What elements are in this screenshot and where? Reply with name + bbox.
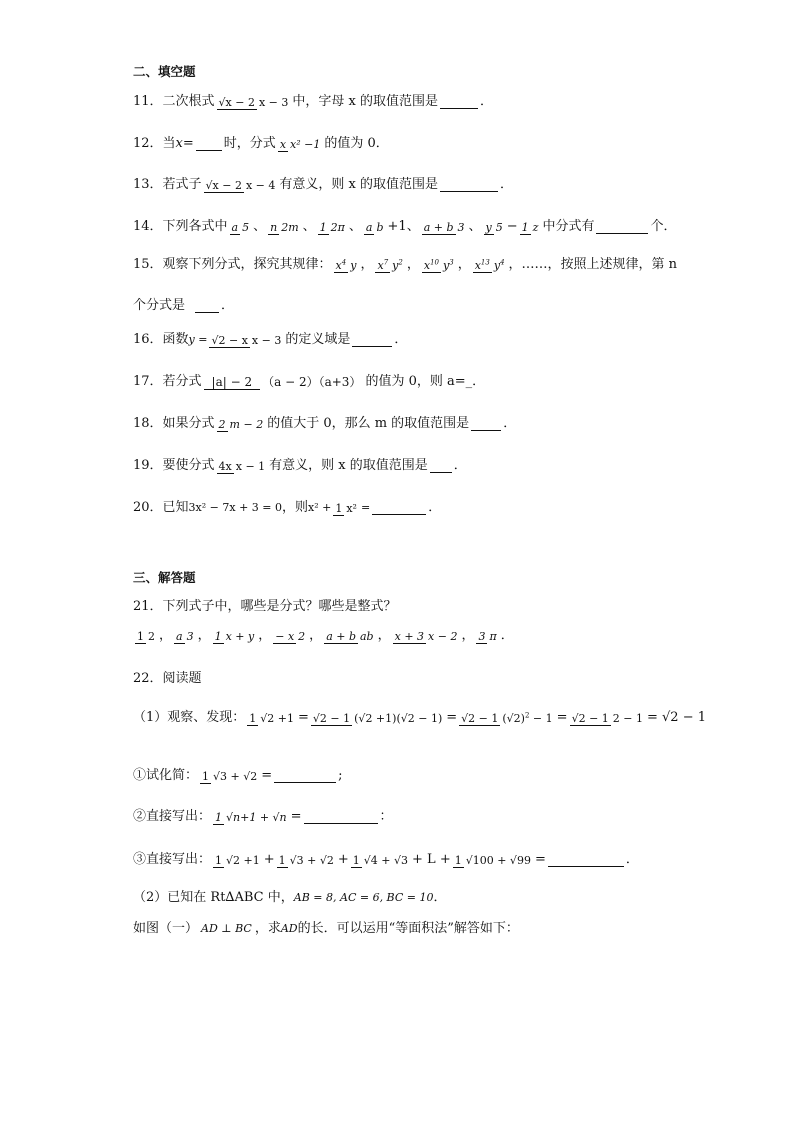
q16-lhs: y =	[188, 333, 208, 346]
answer-blank[interactable]	[196, 138, 222, 151]
q13-fraction: √x − 2 x − 4	[205, 178, 276, 192]
question-16: 16．函数 y = √2 − x x − 3 的定义域是 ．	[133, 332, 408, 347]
q12-suffix: 的值为 0．	[324, 136, 389, 151]
q21-items: 1 2 ， a 3 ， 1 x + y ， − x 2 ， a + b ab ， x + 3 x − 2 ， 3 π ．	[137, 628, 514, 643]
q21-title: 21．下列式子中，哪些是分式？哪些是整式？	[133, 599, 397, 614]
answer-blank[interactable]	[596, 221, 648, 234]
q22-step1: ①试化简： 1 √3 + √2 = ;	[133, 768, 343, 783]
answer-blank[interactable]	[274, 770, 336, 783]
q17-fraction: |a| − 2 （a − 2）（a+3）	[204, 376, 364, 389]
q14-item: n 2m	[270, 220, 299, 234]
q22-s1-fraction: 1 √3 + √2	[202, 769, 258, 783]
q21-item: a + b ab	[326, 629, 374, 643]
q14-item: a b	[365, 220, 384, 234]
q22-s3-label: ③直接写出：	[133, 852, 212, 867]
q21-item: a 3	[176, 629, 194, 643]
q22-part2: （2）已知在 Rt∆ABC 中， AB = 8, AC = 6, BC = 10 ．	[133, 890, 447, 905]
question-20: 20．已知 3x² − 7x + 3 = 0 ，则 x² + 1 x² = ．	[133, 500, 442, 515]
q15-item: $x^{10}$ $y^3$	[423, 257, 454, 272]
q11-suffix: 中，字母 x 的取值范围是	[292, 94, 438, 109]
q22-p3-ad: AD	[280, 922, 298, 935]
q18-fraction: 2 m − 2	[218, 417, 264, 431]
q22-p3-post: 的长．可以运用“等面积法”解答如下：	[297, 921, 519, 936]
q22-title: 22．阅读题	[133, 671, 202, 686]
question-17	[133, 374, 485, 390]
q16-fraction: √2 − x x − 3	[211, 333, 282, 347]
q14-item: a + b 3	[423, 220, 465, 234]
q14-prefix: 14．下列各式中	[133, 219, 228, 234]
question-11: 11．二次根式 √x − 2 x − 3 中，字母 x 的取值范围是 ．	[133, 94, 494, 109]
question-19: 19．要使分式 4x x − 1 有意义，则 x 的取值范围是 ．	[133, 458, 467, 473]
q14-item: 1 2π	[319, 220, 345, 234]
q22-p2-label: （2）已知在 Rt∆ABC 中，	[133, 890, 294, 905]
q22-s2-label: ②直接写出：	[133, 809, 212, 824]
q18-suffix: 的值大于 0，那么 m 的取值范围是	[267, 416, 470, 431]
q20-equation: 3x² − 7x + 3 = 0	[188, 501, 282, 514]
q22-s3-term: 1 √2 +1	[215, 853, 260, 867]
q22-p3-mid: ，求	[254, 921, 281, 936]
q15-item: $x^4$ y	[335, 257, 357, 272]
q21-item: 1 x + y	[214, 629, 255, 643]
q14-item: 1 z	[521, 220, 539, 234]
q12-fraction: x x² −1	[279, 137, 321, 151]
q20-eq: =	[360, 501, 371, 514]
question-18: 18．如果分式 2 m − 2 的值大于 0，那么 m 的取值范围是 ．	[133, 416, 517, 431]
question-13: 13．若式子 √x − 2 x − 4 有意义，则 x 的取值范围是 ．	[133, 177, 514, 192]
q22-s1-label: ①试化简：	[133, 768, 199, 783]
q22-p1-label: （1）观察、发现：	[133, 710, 246, 725]
question-22	[133, 671, 202, 687]
q22-step2: ②直接写出： 1 √n+1 + √n = ：	[133, 809, 393, 824]
q22-part3	[133, 921, 519, 937]
q16-suffix: 的定义域是	[285, 332, 351, 347]
q14-item: a 5	[231, 220, 250, 234]
question-14: 14．下列各式中 a 5 、 n 2m 、 1 2π 、 a b +1、 a + b 3 、 y 5 − 1 z 中分式有 个．	[133, 219, 677, 234]
q22-s3-term: 1 √3 + √2	[278, 853, 334, 867]
q22-chain-term: √2 − 1 (√2 +1)(√2 − 1)	[312, 711, 443, 725]
q15-line2: 个分式是	[133, 298, 186, 313]
q15-item: $x^{13}$ $y^4$	[474, 257, 505, 272]
q12-eq: =	[182, 136, 194, 151]
q20-expr: x² +	[308, 501, 332, 514]
section-title-fill	[133, 64, 196, 80]
section-label: 三、解答题	[133, 570, 196, 585]
q13-suffix: 有意义，则 x 的取值范围是	[279, 177, 438, 192]
question-15-line2: 个分式是 ．	[133, 298, 235, 313]
q22-chain-term: √2 − 1 2 − 1	[571, 711, 643, 725]
answer-blank[interactable]	[352, 334, 392, 347]
q13-prefix: 13．若式子	[133, 177, 202, 192]
q21-item: 3 π	[478, 629, 497, 643]
q22-s3-term: 1 √100 + √99	[454, 853, 531, 867]
q22-part1: （1）观察、发现： 1 √2 +1 = √2 − 1 (√2 +1)(√2 − 1) = √2 − 1 $(√2)^2 - 1$ = √2 − 1 2 − 1 = √2 − 1	[133, 710, 707, 725]
q22-chain-term: 1 √2 +1	[249, 711, 295, 725]
answer-blank[interactable]	[430, 460, 452, 473]
q12-var: x	[175, 136, 183, 151]
q16-prefix: 16．函数	[133, 332, 189, 347]
q21-item: − x 2	[275, 629, 306, 643]
q20-mid: ，则	[282, 500, 309, 515]
q15-item: $x^7$ $y^2$	[377, 257, 403, 272]
q22-s2-fraction: 1 √n+1 + √n	[215, 810, 287, 824]
q18-prefix: 18．如果分式	[133, 416, 215, 431]
q22-step3: ③直接写出： 1 √2 +1 + 1 √3 + √2 + 1 √4 + √3 + L + 1 √100 + √99 = ．	[133, 852, 639, 867]
q21-item: x + 3 x − 2	[394, 629, 458, 643]
q12-mid: 时，分式	[223, 136, 276, 151]
answer-blank[interactable]	[440, 96, 478, 109]
q12-prefix: 12．当	[133, 136, 176, 151]
q19-fraction: 4x x − 1	[218, 459, 266, 473]
answer-blank[interactable]	[548, 854, 624, 867]
q11-fraction: √x − 2 x − 3	[218, 95, 289, 109]
question-15: 15．观察下列分式，探究其规律： $x^4$ y ， $x^7$ $y^2$ ， $x^{10}$ $y^3$ ， $x^{13}$ $y^4$ ，……，按照上述规律，第 n	[133, 257, 678, 272]
q22-p3-label: 如图（一）	[133, 921, 199, 936]
question-21	[133, 599, 397, 615]
q20-fraction: 1 x²	[335, 501, 357, 515]
answer-blank[interactable]	[195, 300, 219, 313]
answer-blank[interactable]	[440, 179, 498, 192]
q22-s3-term: 1 √4 + √3	[352, 853, 409, 867]
q22-p3-eq: AD ⊥ BC	[201, 922, 252, 935]
q14-tail: 个．	[650, 219, 677, 234]
answer-blank[interactable]	[471, 418, 501, 431]
q11-prefix: 11．二次根式	[133, 94, 215, 109]
q15-suffix: ，……，按照上述规律，第 n	[508, 257, 678, 272]
q22-chain-term: √2 − 1 $(√2)^2 - 1$	[461, 710, 553, 725]
q14-suffix: 中分式有	[542, 219, 595, 234]
q15-prefix: 15．观察下列分式，探究其规律：	[133, 257, 332, 272]
q14-item: y 5	[485, 220, 503, 234]
q19-suffix: 有意义，则 x 的取值范围是	[269, 458, 428, 473]
q17-suffix: 的值为 0，则 a=_．	[365, 374, 486, 389]
q22-p2-eq: AB = 8, AC = 6, BC = 10	[293, 891, 434, 904]
answer-blank[interactable]	[304, 811, 378, 824]
q17-prefix: 17．若分式	[133, 374, 202, 389]
section-label: 二、填空题	[133, 64, 196, 79]
section-title-answer	[133, 570, 196, 586]
question-12	[133, 136, 389, 152]
q20-prefix: 20．已知	[133, 500, 189, 515]
q21-item: 1 2	[137, 629, 155, 643]
q19-prefix: 19．要使分式	[133, 458, 215, 473]
answer-blank[interactable]	[372, 502, 426, 515]
